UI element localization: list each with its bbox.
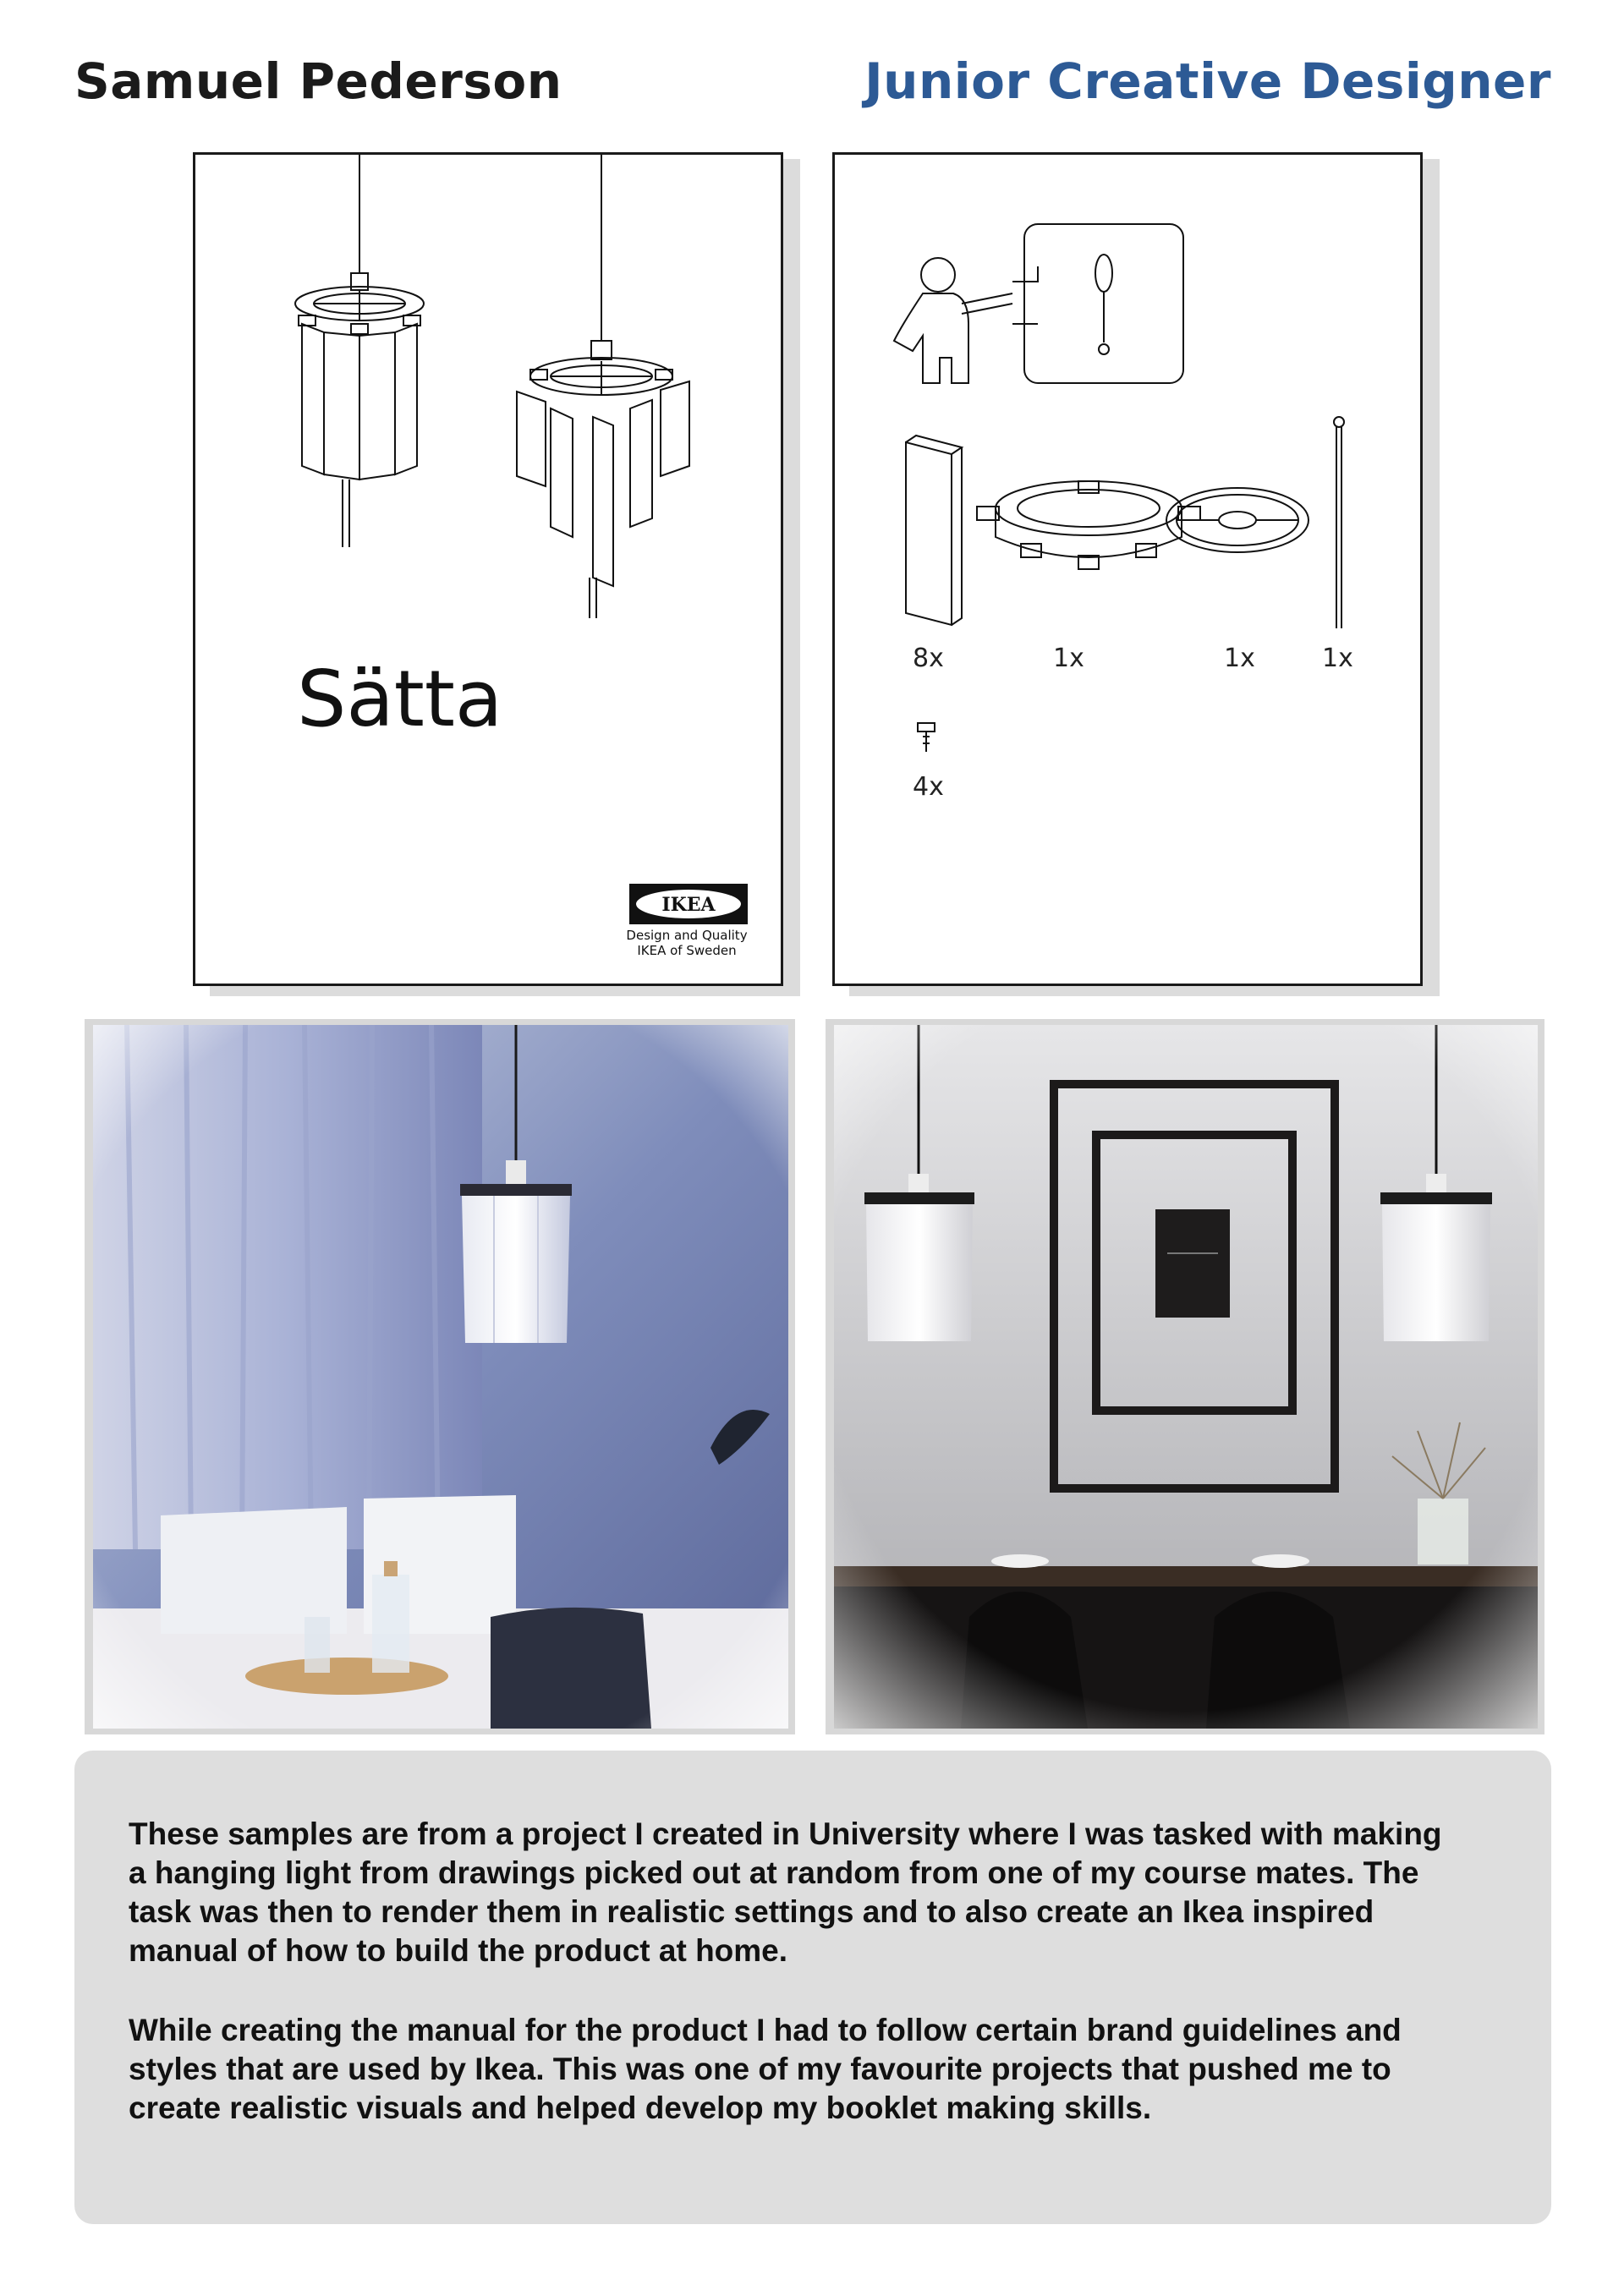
- lamp-illustration: [195, 155, 786, 628]
- ikea-logo: [629, 884, 748, 924]
- qty-rod: 1x: [1322, 644, 1353, 673]
- description-paragraph-1: These samples are from a project I created in University where I was tasked with making a hanging light from drawings picked out at random from one of my course mates. The task was then to render them in realistic settings and to also create an Ikea inspired manual of how to build the product at home.: [129, 1817, 1442, 1968]
- render-dining-wall: [834, 1025, 1538, 1729]
- description-paragraph-2: While creating the manual for the product I had to follow certain brand guidelines and styles that are used by Ikea. This was one of my favourite projects that pushed me to create realistic visuals and helped develop my booklet making skills.: [129, 2013, 1402, 2125]
- qty-ring-frame: 1x: [1053, 644, 1084, 673]
- blue-room-image: [93, 1025, 788, 1729]
- render-blue-room: [93, 1025, 788, 1729]
- shade-panel-icon: [906, 436, 962, 625]
- qty-screw: 4x: [913, 772, 944, 802]
- screwdriver-icon: [1095, 255, 1112, 354]
- ring-disc-icon: [1166, 488, 1309, 552]
- project-description: [74, 1751, 1551, 2224]
- manual-parts-page: [832, 152, 1423, 986]
- svg-text:IKEA: IKEA: [661, 894, 716, 916]
- qty-shade-panel: 8x: [913, 644, 944, 673]
- header-name: Samuel Pederson: [74, 52, 562, 110]
- ikea-tagline: Design and Quality IKEA of Sweden: [626, 928, 748, 958]
- qty-ring-disc: 1x: [1224, 644, 1255, 673]
- dining-wall-image: [834, 1025, 1538, 1729]
- rod-icon: [1334, 417, 1344, 628]
- product-name: Sätta: [297, 654, 503, 744]
- parts-illustration: [835, 155, 1425, 797]
- header-role: Junior Creative Designer: [864, 52, 1551, 110]
- assembly-man-icon: [894, 258, 1038, 383]
- manual-cover: [193, 152, 783, 986]
- screw-icon: [918, 723, 935, 752]
